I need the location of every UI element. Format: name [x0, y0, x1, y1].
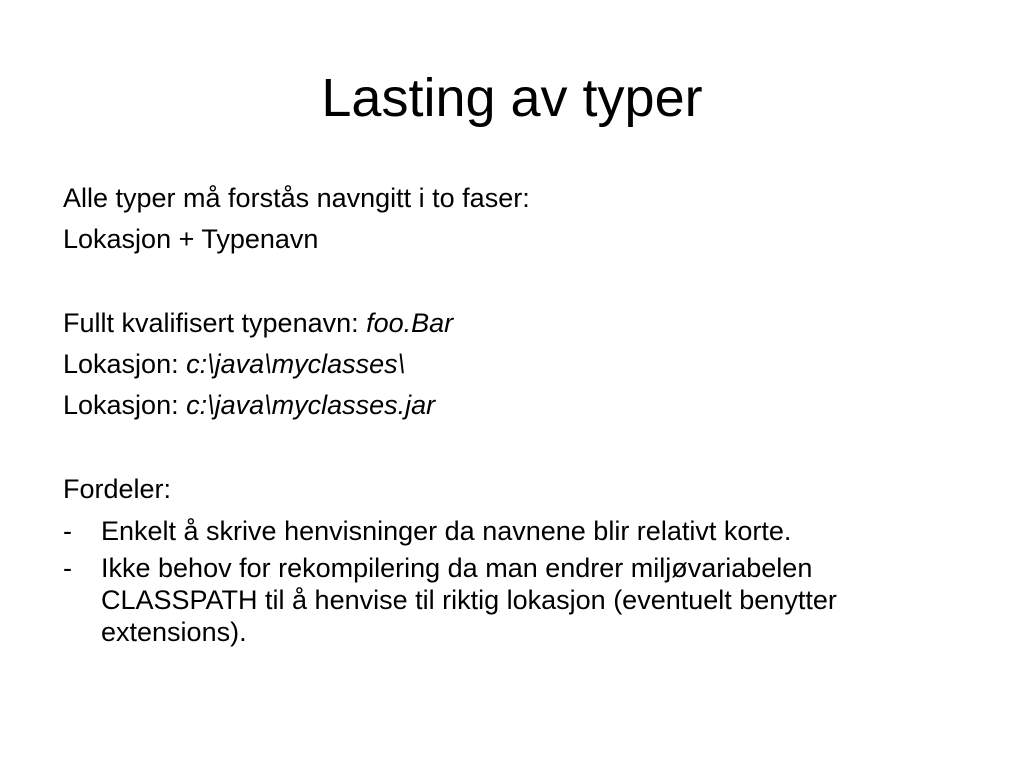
bullet-marker: -	[63, 553, 72, 583]
advantage-item-1	[63, 515, 963, 547]
intro-line-1: Alle typer må forstås navngitt i to faser:	[63, 183, 530, 213]
advantage-text-1: Enkelt å skrive henvisninger da navnene blir relativt korte.	[101, 516, 792, 546]
spacer	[63, 260, 963, 303]
advantage-text-2: Ikke behov for rekompilering da man endrer miljøvariabelen CLASSPATH til å henvise til riktig lokasjon (eventuelt benytter extensions).	[101, 553, 837, 647]
location-label-2: Lokasjon:	[63, 390, 187, 420]
location-line-2	[63, 385, 963, 426]
spacer	[63, 426, 963, 469]
slide-body	[63, 178, 963, 648]
qualified-name-line	[63, 303, 963, 344]
location-value-1: c:\java\myclasses\	[186, 349, 406, 379]
location-value-2: c:\java\myclasses.jar	[186, 390, 436, 420]
bullet-marker: -	[63, 516, 72, 546]
advantages-heading: Fordeler:	[63, 474, 172, 504]
location-line-1	[63, 344, 963, 385]
slide-title: Lasting av typer	[321, 68, 703, 128]
advantage-item-2	[63, 552, 963, 648]
qualified-name-value: foo.Bar	[366, 308, 454, 338]
location-label-1: Lokasjon:	[63, 349, 187, 379]
intro-line-2: Lokasjon + Typenavn	[63, 224, 319, 254]
qualified-name-label: Fullt kvalifisert typenavn:	[63, 308, 367, 338]
